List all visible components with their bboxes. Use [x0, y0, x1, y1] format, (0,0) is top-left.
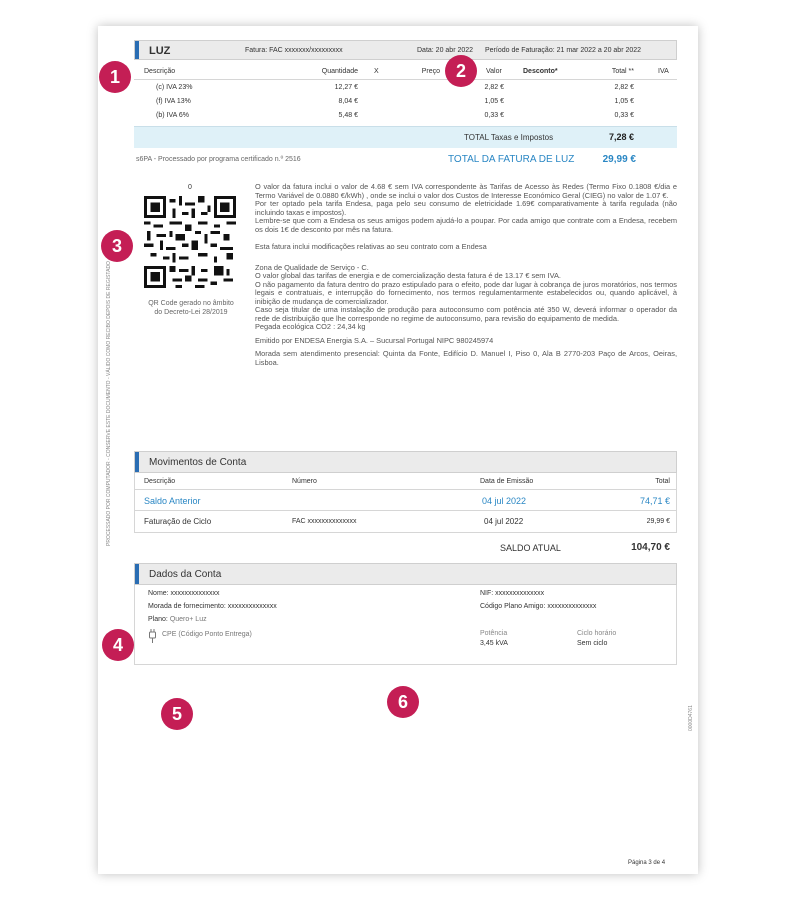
row-total: 0,33 € [614, 112, 634, 119]
mov-row-desc: Saldo Anterior [144, 496, 201, 506]
marker-2: 2 [445, 55, 477, 87]
qr-caption-1: QR Code gerado no âmbito [148, 300, 234, 307]
account-friend-code: Código Plano Amigo: xxxxxxxxxxxxxx [480, 603, 597, 610]
row-total: 1,05 € [614, 98, 634, 105]
luz-header [134, 40, 677, 60]
account-plan-label: Plano: [148, 616, 168, 623]
mov-row-date: 04 jul 2022 [482, 496, 527, 506]
luz-header-divider [134, 79, 677, 80]
account-address: Morada de fornecimento: xxxxxxxxxxxxxx [148, 603, 277, 610]
mov-row-num: FAC xxxxxxxxxxxxxx [292, 518, 357, 525]
account-nif: NIF: xxxxxxxxxxxxxx [480, 590, 545, 597]
certified-program-note: s6PA - Processado por programa certificado n.º 2516 [136, 156, 301, 163]
account-header [134, 563, 677, 585]
row-valor: 2,82 € [484, 84, 504, 91]
account-plan [148, 616, 207, 623]
luz-header-accent [135, 41, 139, 59]
account-plan-value: Quero+ Luz [169, 616, 207, 623]
col-x: X [374, 68, 379, 75]
marker-6: 6 [387, 686, 419, 718]
side-document-code: 0000D4761 [688, 705, 694, 731]
marker-3: 3 [101, 230, 133, 262]
movements-header [134, 451, 677, 473]
account-power-label: Potência [480, 630, 508, 637]
taxes-total-value: 7,28 € [608, 132, 634, 142]
row-valor: 1,05 € [484, 98, 504, 105]
row-desc: (f) IVA 13% [156, 98, 191, 105]
col-iva: IVA [658, 68, 669, 75]
info-paragraph: Zona de Qualidade de Serviço - C. [255, 262, 369, 272]
info-paragraph: Por ter optado pela tarifa Endesa, paga pelo seu consumo de eletricidade 1.69€ comparativamente à tarifa regulada (não incluindo taxas e impostos). [255, 199, 677, 217]
taxes-total-label: TOTAL Taxas e Impostos [464, 133, 554, 142]
billing-period: Período de Faturação: 21 mar 2022 a 20 abr 2022 [485, 47, 642, 54]
account-name: Nome: xxxxxxxxxxxxxx [148, 590, 220, 597]
col-quantidade: Quantidade [321, 68, 358, 75]
saldo-atual-value: 104,70 € [631, 542, 670, 553]
row-desc: (c) IVA 23% [156, 84, 193, 91]
col-total: Total ** [611, 68, 634, 75]
qr-top-label: 0 [188, 184, 192, 191]
row-total: 2,82 € [614, 84, 634, 91]
mov-col-numero: Número [292, 478, 317, 485]
col-valor: Valor [486, 68, 502, 75]
movements-header-accent [135, 452, 139, 472]
mov-col-total: Total [655, 478, 670, 485]
info-paragraph: Morada sem atendimento presencial: Quinta da Fonte, Edifício D. Manuel I, Piso 0, Ala B 2770-203 Paço de Arcos, Oeiras, Lisboa. [255, 349, 677, 367]
info-paragraph: Esta fatura inclui modificações relativas ao seu contrato com a Endesa [255, 242, 487, 251]
info-paragraph: O valor global das tarifas de energia e de comercialização desta fatura é de 13.17 € sem IVA. [255, 271, 561, 280]
col-desconto: Desconto* [523, 68, 558, 75]
row-valor: 0,33 € [484, 112, 504, 119]
mov-col-descricao: Descrição [144, 478, 176, 485]
marker-5: 5 [161, 698, 193, 730]
account-power-value: 3,45 kVA [480, 640, 508, 647]
col-descricao: Descrição [144, 68, 176, 75]
movements-row-divider [134, 510, 677, 511]
marker-4: 4 [102, 629, 134, 661]
info-paragraph: Emitido por ENDESA Energia S.A. – Sucursal Portugal NIPC 980245974 [255, 335, 494, 345]
invoice-page [98, 26, 698, 874]
row-qty: 5,48 € [338, 112, 358, 119]
marker-1: 1 [99, 61, 131, 93]
total-invoice-value: 29,99 € [602, 154, 636, 165]
movements-col-divider [134, 489, 677, 490]
movements-title: Movimentos de Conta [149, 457, 247, 468]
account-title: Dados da Conta [149, 569, 222, 580]
account-header-accent [135, 564, 139, 584]
info-paragraph: Caso seja titular de uma instalação de produção para autoconsumo com potência até 350 W, deverá informar o operador da rede de distribuição que lhe corresponde no regime de autoconsumo, para revisão do equipamento de medida. [255, 305, 677, 323]
row-desc: (b) IVA 6% [156, 112, 189, 119]
info-paragraph: Lembre-se que com a Endesa os seus amigos podem ajudá-lo a poupar. Por cada amigo que contrate com a Endesa, recebem os dois 1€ de desconto por mês na fatura. [255, 216, 677, 234]
info-text [255, 183, 677, 367]
account-cpe: CPE (Código Ponto Entrega) [162, 631, 252, 638]
invoice-date: Data: 20 abr 2022 [417, 47, 474, 54]
invoice-number: Fatura: FAC xxxxxxx/xxxxxxxxx [245, 47, 343, 54]
mov-row-total: 29,99 € [646, 518, 670, 525]
total-invoice-label: TOTAL DA FATURA DE LUZ [448, 154, 575, 165]
saldo-atual-label: SALDO ATUAL [500, 543, 561, 553]
qr-caption-2: do Decreto-Lei 28/2019 [154, 309, 228, 316]
taxes-total-band [134, 126, 677, 148]
mov-col-data: Data de Emissão [480, 478, 534, 485]
luz-title: LUZ [149, 45, 171, 57]
page-number: Página 3 de 4 [628, 860, 666, 866]
plug-icon [148, 629, 157, 643]
info-paragraph: O não pagamento da fatura dentro do prazo estipulado para o efeito, pode dar lugar à cobrança de juros moratórios, nos termos legais e contratuais, e interrupção do fornecimento, nos termos regulamentarmente estabelecidos ou, quando aplicável, à inibição de mudança de comercializador. [255, 279, 677, 306]
info-paragraph: O valor da fatura inclui o valor de 4.68 € sem IVA correspondente às Tarifas de Acesso às Redes (Termo Fixo 0.1808 €/dia e Termo Variável de 0.0880 €/kWh) , onde se inclui o valor dos Custos de Interesse Económico Geral (CIEG) no valor de 1.07 €. [255, 182, 677, 200]
mov-row-total: 74,71 € [639, 496, 670, 506]
account-cycle-value: Sem ciclo [577, 640, 608, 647]
side-legal-text: PROCESSADO POR COMPUTADOR - CONSERVE ESTE DOCUMENTO - VÁLIDO COMO RECIBO DEPOIS DE REGISTADO [106, 261, 112, 546]
mov-row-date: 04 jul 2022 [484, 517, 524, 526]
col-preco: Preço [421, 68, 440, 75]
row-qty: 12,27 € [334, 84, 358, 91]
info-paragraph: Pegada ecológica CO2 : 24,34 kg [255, 322, 366, 331]
account-cycle-label: Ciclo horário [577, 630, 617, 637]
row-qty: 8,04 € [338, 98, 358, 105]
qr-code-image [144, 196, 236, 288]
mov-row-desc: Faturação de Ciclo [144, 517, 212, 526]
